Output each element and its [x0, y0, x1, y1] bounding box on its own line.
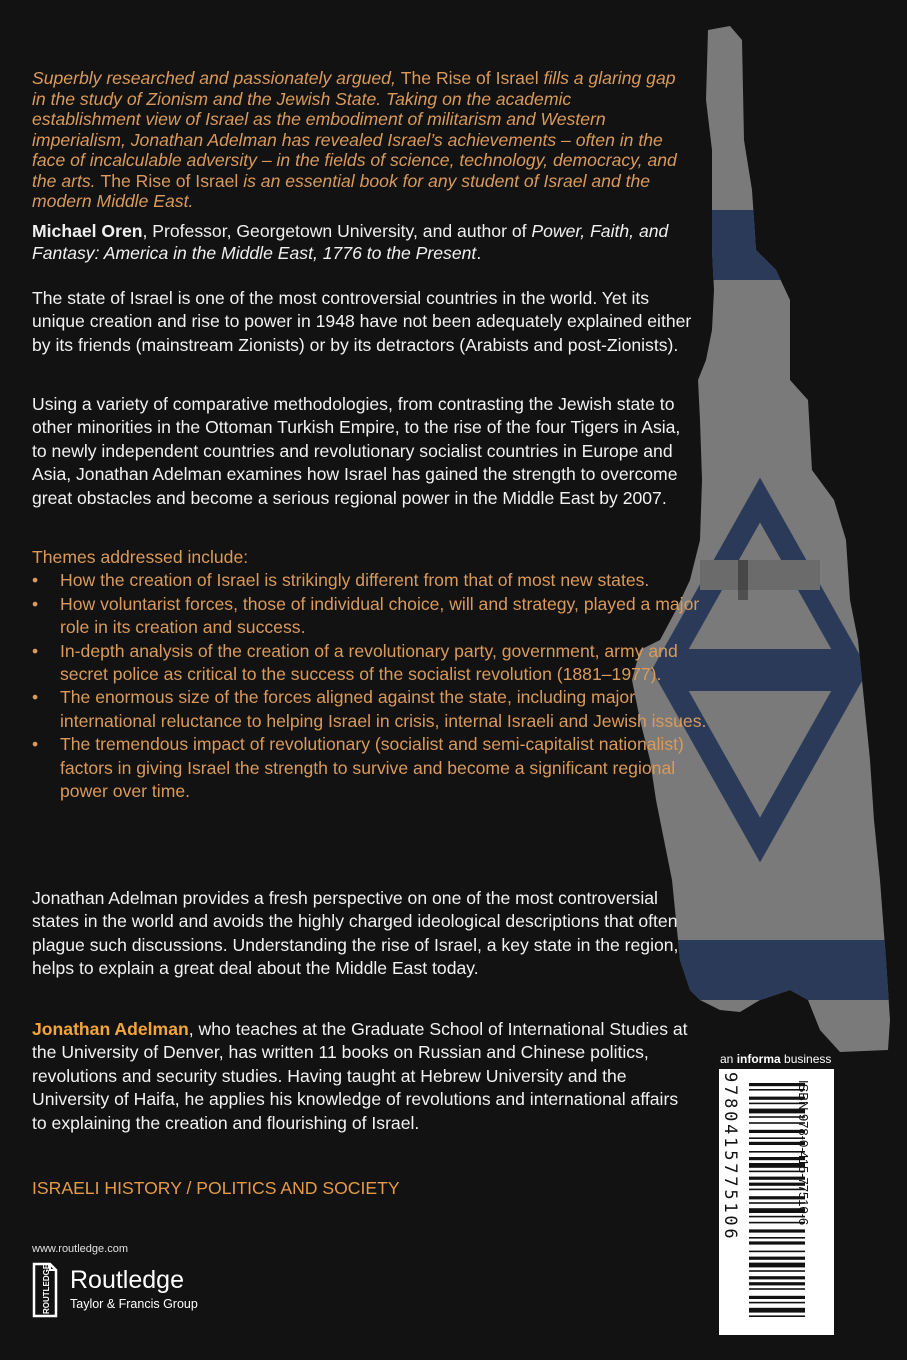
bullet-icon: •: [32, 640, 39, 661]
ean-digits: [718, 1072, 746, 1332]
ean-text: 9780415775106: [720, 1072, 740, 1242]
publisher-group: Taylor & Francis Group: [70, 1297, 198, 1311]
theme-item: [32, 593, 712, 640]
theme-text: How the creation of Israel is strikingly different from that of most new states.: [60, 570, 650, 591]
book-title: The Rise of Israel: [400, 68, 539, 88]
subject-category: ISRAELI HISTORY / POLITICS AND SOCIETY: [32, 1178, 400, 1198]
bullet-icon: •: [32, 734, 39, 755]
author-bio: [32, 1018, 692, 1135]
routledge-logo-icon: [30, 1262, 58, 1318]
isbn-text: ISBN 978-0-415-77510-6: [796, 1080, 811, 1226]
theme-item: [32, 640, 712, 687]
informa-prefix: an: [720, 1052, 737, 1066]
themes-section: [32, 546, 712, 803]
theme-item: [32, 733, 712, 803]
book-title: The Rise of Israel: [100, 170, 239, 191]
theme-item: [32, 569, 712, 592]
author-bio-text: , who teaches at the Graduate School of International Studies at the University of Denver, has written 11 books on Russian and Chinese politics, revolutions and security studies. Having taught at Hebrew University and the University of Haifa, he applies his knowledge of revolutions and international affairs to explaining the creation and flourishing of Israel.: [32, 1019, 688, 1133]
themes-heading: Themes addressed include:: [32, 547, 249, 567]
isbn-label: [787, 1080, 831, 1320]
logo-vertical-text: ROUTLEDGE: [42, 1263, 51, 1314]
quote-seg: Superbly researched and passionately argued,: [32, 68, 401, 88]
theme-text: In-depth analysis of the creation of a revolutionary party, government, army and secret police as critical to the success of the socialist revolution (1881–1977).: [60, 640, 678, 685]
review-quote: [32, 68, 682, 212]
informa-suffix: business: [780, 1052, 832, 1066]
quote-seg: is an essential book for any student of Israel and the modern Middle East.: [32, 170, 651, 211]
quote-attribution: [32, 220, 692, 264]
reviewer-name: Michael Oren: [32, 221, 143, 241]
theme-text: How voluntarist forces, those of individual choice, will and strategy, played a major role in its creation and success.: [60, 593, 700, 638]
author-name: Jonathan Adelman: [32, 1019, 189, 1039]
description-paragraph-1: The state of Israel is one of the most controversial countries in the world. Yet its unique creation and rise to power in 1948 have not been adequately explained either by its friends (mainstream Zionists) or by its detractors (Arabists and post-Zionists).: [32, 288, 692, 355]
reviewer-role: , Professor, Georgetown University, and author of: [142, 221, 532, 241]
reviewer-book: Power, Faith, and Fantasy: America in the Middle East, 1776 to the Present: [32, 221, 669, 263]
theme-text: The enormous size of the forces aligned against the state, including major international reluctance to helping Israel in crisis, internal Israeli and Jewish issues.: [60, 687, 707, 731]
theme-text: The tremendous impact of revolutionary (socialist and semi-capitalist nationalist) factors in giving Israel the strength to survive and become a significant regional power over time.: [60, 734, 684, 802]
publisher-name: Routledge: [70, 1266, 184, 1294]
description-paragraph-3: Jonathan Adelman provides a fresh perspective on one of the most controversial states in the world and avoids the highly charged ideological descriptions that often plague such discussions. Understanding the rise of Israel, a key state in the region, helps to explain a great deal about the Middle East today.: [32, 888, 679, 979]
informa-bold: informa: [736, 1052, 781, 1066]
bullet-icon: •: [32, 687, 39, 708]
bullet-icon: •: [32, 570, 39, 591]
attrib-end: .: [476, 243, 482, 263]
themes-list: [32, 569, 712, 803]
bullet-icon: •: [32, 593, 39, 614]
quote-seg: fills a glaring gap in the study of Zionism and the Jewish State. Taking on the academic establishment view of Israel as the embodiment of militarism and Western imperialism, Jonathan Adelman has revealed Israel’s achievements – often in the face of incalculable adversity – in the fields of science, technology, democracy, and the arts.: [32, 68, 677, 191]
description-paragraph-2: Using a variety of comparative methodologies, from contrasting the Jewish state to other minorities in the Ottoman Turkish Empire, to the rise of the four Tigers in Asia, to newly independent countries and revolutionary socialist countries in Europe and Asia, Jonathan Adelman examines how Israel has gained the strength to overcome great obstacles and become a serious regional power in the Middle East by 2007.: [32, 394, 681, 508]
theme-item: [32, 686, 712, 733]
informa-tagline: [720, 1052, 831, 1066]
publisher-website[interactable]: www.routledge.com: [32, 1243, 128, 1255]
